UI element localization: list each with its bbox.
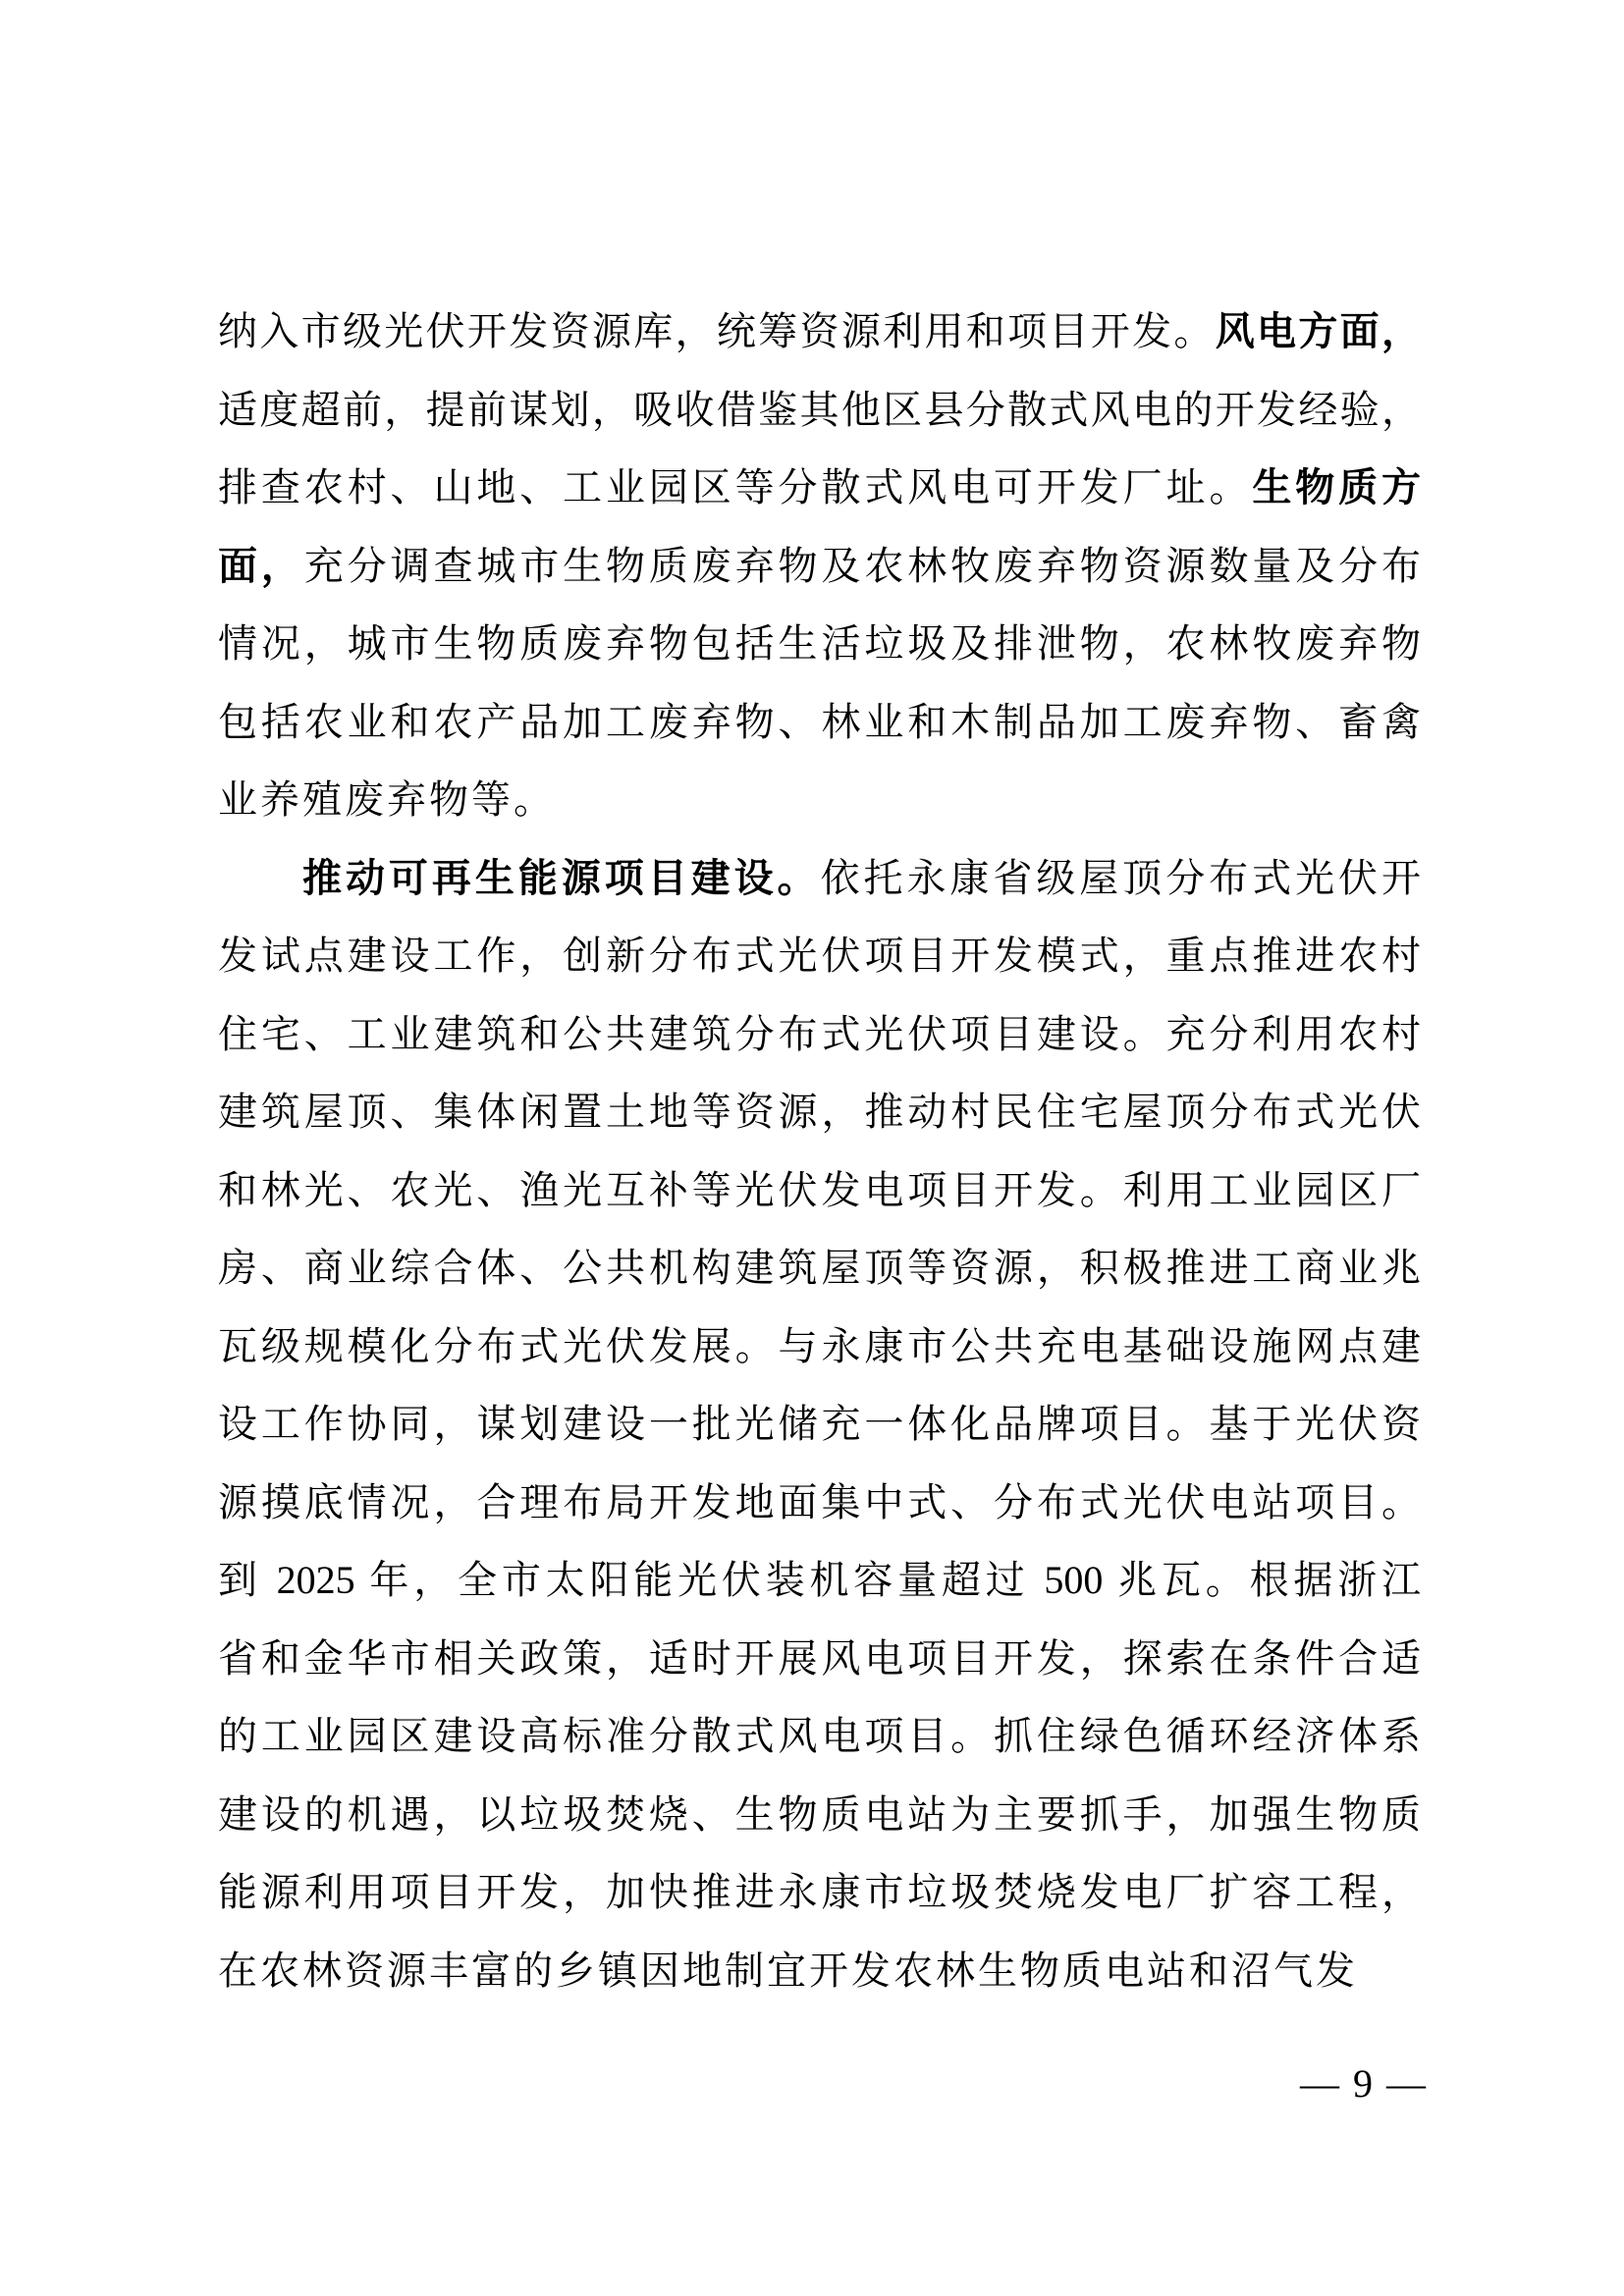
text-line [218, 1073, 1421, 1151]
text-line [218, 995, 1421, 1074]
text-line [218, 605, 1421, 683]
text-line [218, 449, 1421, 527]
text-line [218, 371, 1421, 450]
text-segment: 住宅、工业建筑和公共建筑分布式光伏项目建设。充分利用农村 [218, 1011, 1421, 1056]
text-line [218, 1932, 1421, 2010]
text-segment: 业养殖废弃物等。 [218, 777, 556, 822]
text-segment: 排查农村、山地、工业园区等分散式风电可开发厂址。 [218, 465, 1253, 509]
bold-text-segment: 面， [218, 544, 304, 588]
text-segment: 到 2025 年，全市太阳能光伏装机容量超过 500 兆瓦。根据浙江 [218, 1558, 1421, 1602]
text-segment: 情况，城市生物质废弃物包括生活垃圾及排泄物，农林牧废弃物 [218, 621, 1421, 666]
text-segment: 设工作协同，谋划建设一批光储充一体化品牌项目。基于光伏资 [218, 1402, 1421, 1446]
page-number: — 9 — [1300, 2061, 1428, 2106]
text-line [218, 527, 1421, 606]
text-line [218, 1620, 1421, 1698]
text-segment: 充分调查城市生物质废弃物及农林牧废弃物资源数量及分布 [303, 543, 1421, 588]
text-line [218, 1308, 1421, 1386]
text-segment: 源摸底情况，合理布局开发地面集中式、分布式光伏电站项目。 [218, 1479, 1421, 1524]
text-line [218, 683, 1421, 762]
text-segment: 和林光、农光、渔光互补等光伏发电项目开发。利用工业园区厂 [218, 1167, 1421, 1212]
text-line [218, 917, 1421, 995]
text-line [218, 1697, 1421, 1776]
text-line [218, 1464, 1421, 1542]
text-segment: 瓦级规模化分布式光伏发展。与永康市公共充电基础设施网点建 [218, 1323, 1421, 1368]
text-line [218, 1229, 1421, 1308]
text-segment: 的工业园区建设高标准分散式风电项目。抓住绿色循环经济体系 [218, 1714, 1421, 1758]
body-text [218, 293, 1421, 2009]
text-line [218, 1385, 1421, 1464]
text-line [218, 293, 1421, 371]
text-segment: 能源利用项目开发，加快推进永康市垃圾焚烧发电厂扩容工程， [218, 1870, 1421, 1914]
text-segment: 建筑屋顶、集体闲置土地等资源，推动村民住宅屋顶分布式光伏 [218, 1090, 1421, 1134]
text-segment: 建设的机遇，以垃圾焚烧、生物质电站为主要抓手，加强生物质 [218, 1791, 1421, 1837]
text-line [218, 1776, 1421, 1854]
text-segment: 房、商业综合体、公共机构建筑屋顶等资源，积极推进工商业兆 [218, 1246, 1421, 1290]
text-line [218, 1853, 1421, 1932]
bold-text-segment: 生物质方 [1252, 466, 1421, 509]
text-segment: 包括农业和农产品加工废弃物、林业和木制品加工废弃物、畜禽 [218, 699, 1421, 744]
text-segment: 纳入市级光伏开发资源库，统筹资源利用和项目开发。 [218, 309, 1216, 353]
text-line [218, 1151, 1421, 1230]
text-segment: 省和金华市相关政策，适时开展风电项目开发，探索在条件合适 [218, 1635, 1421, 1681]
text-segment: 依托永康省级屋顶分布式光伏开 [820, 855, 1421, 900]
bold-text-segment: 推动可再生能源项目建设。 [302, 856, 821, 900]
text-line [218, 761, 1421, 839]
bold-text-segment: 风电方面， [1215, 310, 1421, 353]
text-segment: 适度超前，提前谋划，吸收借鉴其他区县分散式风电的开发经验， [218, 387, 1421, 432]
text-segment: 在农林资源丰富的乡镇因地制宜开发农林生物质电站和沼气发 [218, 1948, 1358, 1993]
text-segment: 发试点建设工作，创新分布式光伏项目开发模式，重点推进农村 [218, 934, 1421, 978]
text-line [218, 1541, 1421, 1620]
text-line [218, 839, 1421, 918]
